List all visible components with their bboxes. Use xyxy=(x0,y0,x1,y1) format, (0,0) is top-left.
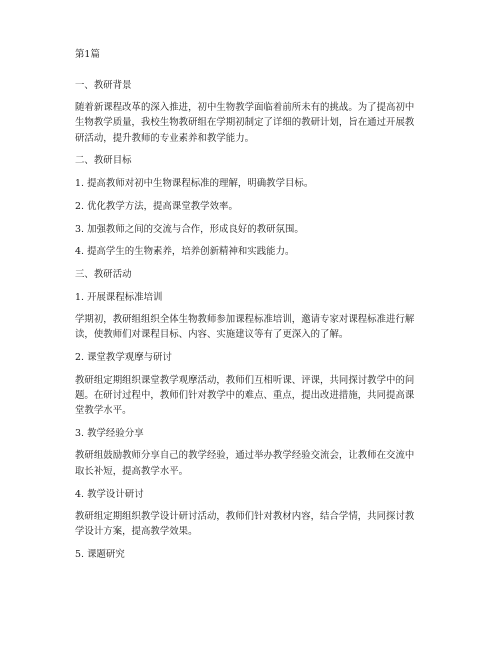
activity-title: 2. 课堂教学观摩与研讨 xyxy=(75,352,172,363)
paragraph-line: 堂教学水平。 xyxy=(75,405,132,416)
paragraph-line: 读，使教师们对课程目标、内容、实施建议等有了更深入的了解。 xyxy=(75,329,349,340)
paragraph-line: 题。在研讨过程中，教师们针对教学中的难点、重点，提出改进措施，共同提高课 xyxy=(75,390,415,401)
activity-title: 1. 开展课程标准培训 xyxy=(75,292,163,303)
paragraph-line: 教研组定期组织课堂教学观摩活动，教师们互相听课、评课，共同探讨教学中的问 xyxy=(75,375,415,386)
goal-item: 4. 提高学生的生物素养，培养创新精神和实践能力。 xyxy=(75,246,295,257)
paragraph-line: 生物教学质量，我校生物教研组在学期初制定了详细的教研计划，旨在通过开展教 xyxy=(75,117,415,128)
goal-item: 1. 提高教师对初中生物课程标准的理解，明确教学目标。 xyxy=(75,178,314,189)
paragraph-line: 随着新课程改革的深入推进，初中生物教学面临着前所未有的挑战。为了提高初中 xyxy=(75,102,415,113)
paragraph-line: 学设计方案，提高教学效果。 xyxy=(75,526,198,537)
activity-title: 3. 教学经验分享 xyxy=(75,428,144,439)
goal-item: 2. 优化教学方法，提高课堂教学效率。 xyxy=(75,201,238,212)
page-label: 第1篇 xyxy=(75,49,100,60)
section-heading-background: 一、教研背景 xyxy=(75,80,132,91)
activity-title: 5. 课题研究 xyxy=(75,549,125,560)
goal-item: 3. 加强教师之间的交流与合作，形成良好的教研氛围。 xyxy=(75,224,304,235)
paragraph-line: 取长补短，提高教学水平。 xyxy=(75,466,189,477)
paragraph-line: 教研组定期组织教学设计研讨活动，教师们针对教材内容，结合学情，共同探讨教 xyxy=(75,511,415,522)
paragraph-line: 研活动，提升教师的专业素养和教学能力。 xyxy=(75,133,255,144)
paragraph-line: 学期初，教研组组织全体生物教师参加课程标准培训，邀请专家对课程标准进行解 xyxy=(75,314,415,325)
section-heading-activities: 三、教研活动 xyxy=(75,269,132,280)
paragraph-line: 教研组鼓励教师分享自己的教学经验，通过举办教学经验交流会，让教师在交流中 xyxy=(75,450,415,461)
activity-title: 4. 教学设计研讨 xyxy=(75,489,144,500)
section-heading-goals: 二、教研目标 xyxy=(75,155,132,166)
